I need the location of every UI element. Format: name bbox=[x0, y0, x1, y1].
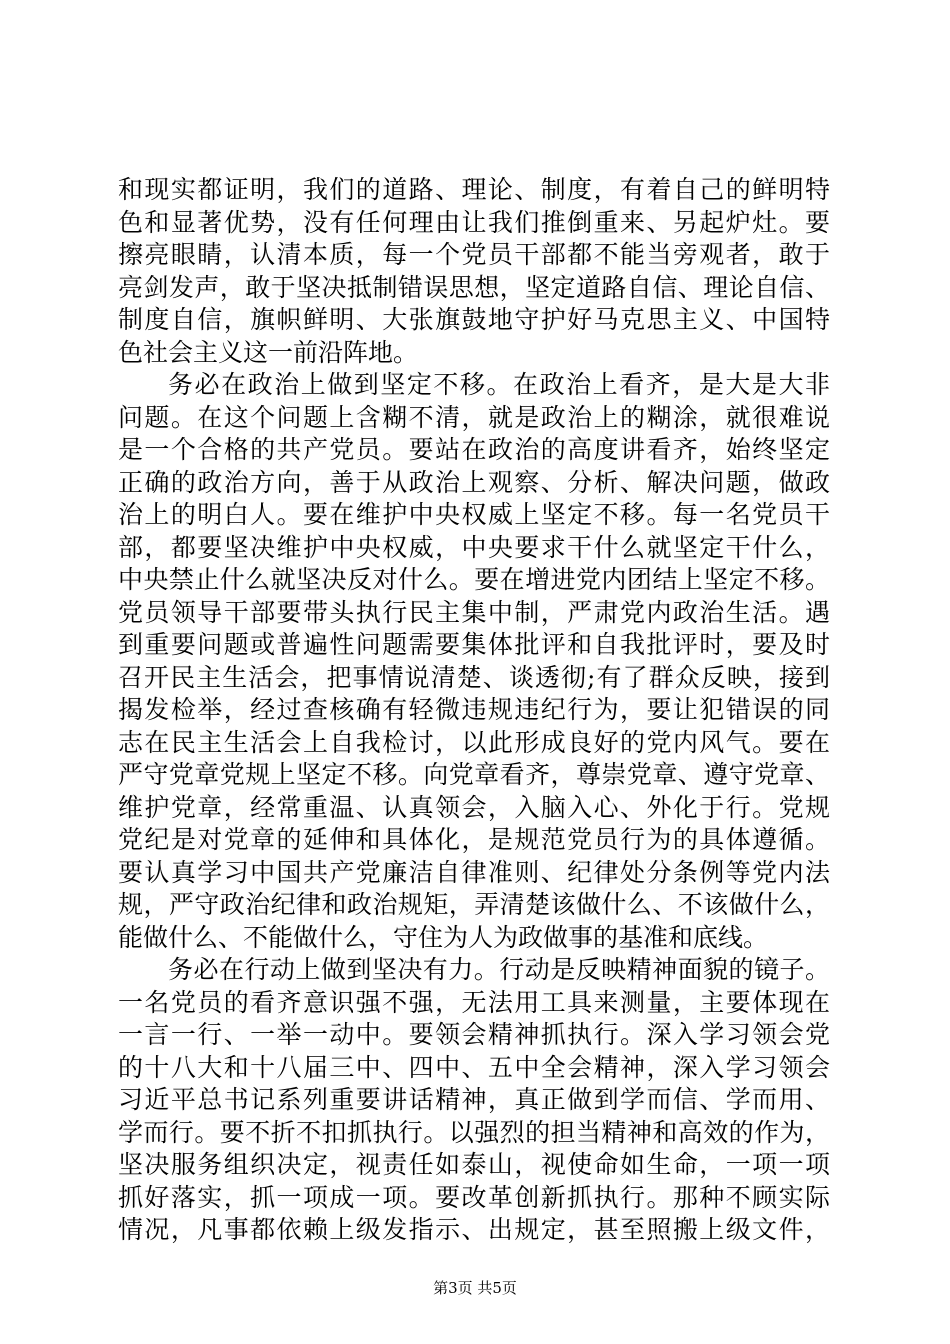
document-body bbox=[118, 174, 830, 1247]
text-line: 制度自信，旗帜鲜明、大张旗鼓地守护好马克思主义、中国特 bbox=[118, 305, 830, 334]
text-line: 的十八大和十八届三中、四中、五中全会精神，深入学习领会 bbox=[118, 1052, 830, 1082]
text-line: 志在民主生活会上自我检讨，以此形成良好的党内风气。要在 bbox=[118, 727, 830, 757]
text-line: 一言一行、一举一动中。要领会精神抓执行。深入学习领会党 bbox=[118, 1020, 830, 1049]
text-line: 学而行。要不折不扣抓执行。以强烈的担当精神和高效的作为， bbox=[118, 1117, 830, 1147]
text-line: 习近平总书记系列重要讲话精神，真正做到学而信、学而用、 bbox=[118, 1085, 830, 1114]
text-line: 揭发检举，经过查核确有轻微违规违纪行为，要让犯错误的同 bbox=[118, 695, 830, 724]
text-line: 召开民主生活会，把事情说清楚、谈透彻;有了群众反映，接到 bbox=[118, 662, 830, 692]
text-line: 亮剑发声，敢于坚决抵制错误思想，坚定道路自信、理论自信、 bbox=[118, 272, 830, 302]
text-line: 和现实都证明，我们的道路、理论、制度，有着自己的鲜明特 bbox=[118, 175, 830, 204]
page-number-label: 第3页 共5页 bbox=[433, 1279, 517, 1297]
text-line: 党纪是对党章的延伸和具体化，是规范党员行为的具体遵循。 bbox=[118, 825, 830, 854]
text-line: 要认真学习中国共产党廉洁自律准则、纪律处分条例等党内法 bbox=[118, 857, 830, 887]
text-line: 中央禁止什么就坚决反对什么。要在增进党内团结上坚定不移。 bbox=[118, 565, 830, 594]
text-line: 正确的政治方向，善于从政治上观察、分析、解决问题，做政 bbox=[118, 467, 830, 497]
text-line: 问题。在这个问题上含糊不清，就是政治上的糊涂，就很难说 bbox=[118, 402, 830, 432]
text-line: 务必在政治上做到坚定不移。在政治上看齐，是大是大非 bbox=[168, 370, 830, 399]
text-line: 是一个合格的共产党员。要站在政治的高度讲看齐，始终坚定 bbox=[118, 435, 830, 464]
text-line: 色和显著优势，没有任何理由让我们推倒重来、另起炉灶。要 bbox=[118, 207, 830, 237]
text-line: 情况，凡事都依赖上级发指示、出规定，甚至照搬上级文件， bbox=[118, 1215, 830, 1244]
page-footer bbox=[0, 1278, 950, 1298]
text-line: 部，都要坚决维护中央权威，中央要求干什么就坚定干什么， bbox=[118, 532, 830, 562]
text-line: 色社会主义这一前沿阵地。 bbox=[118, 337, 419, 367]
text-line: 能做什么、不能做什么，守住为人为政做事的基准和底线。 bbox=[118, 922, 769, 952]
text-line: 治上的明白人。要在维护中央权威上坚定不移。每一名党员干 bbox=[118, 500, 830, 529]
text-line: 坚决服务组织决定，视责任如泰山，视使命如生命，一项一项 bbox=[118, 1150, 830, 1179]
text-line: 规，严守政治纪律和政治规矩，弄清楚该做什么、不该做什么， bbox=[118, 890, 830, 919]
text-line: 维护党章，经常重温、认真领会，入脑入心、外化于行。党规 bbox=[118, 792, 830, 822]
text-line: 务必在行动上做到坚决有力。行动是反映精神面貌的镜子。 bbox=[168, 955, 830, 984]
text-line: 擦亮眼睛，认清本质，每一个党员干部都不能当旁观者，敢于 bbox=[118, 240, 830, 269]
text-line: 抓好落实，抓一项成一项。要改革创新抓执行。那种不顾实际 bbox=[118, 1182, 830, 1212]
text-line: 到重要问题或普遍性问题需要集体批评和自我批评时，要及时 bbox=[118, 630, 830, 659]
text-line: 党员领导干部要带头执行民主集中制，严肃党内政治生活。遇 bbox=[118, 597, 830, 627]
text-line: 一名党员的看齐意识强不强，无法用工具来测量，主要体现在 bbox=[118, 987, 830, 1017]
text-line: 严守党章党规上坚定不移。向党章看齐，尊崇党章、遵守党章、 bbox=[118, 760, 830, 789]
